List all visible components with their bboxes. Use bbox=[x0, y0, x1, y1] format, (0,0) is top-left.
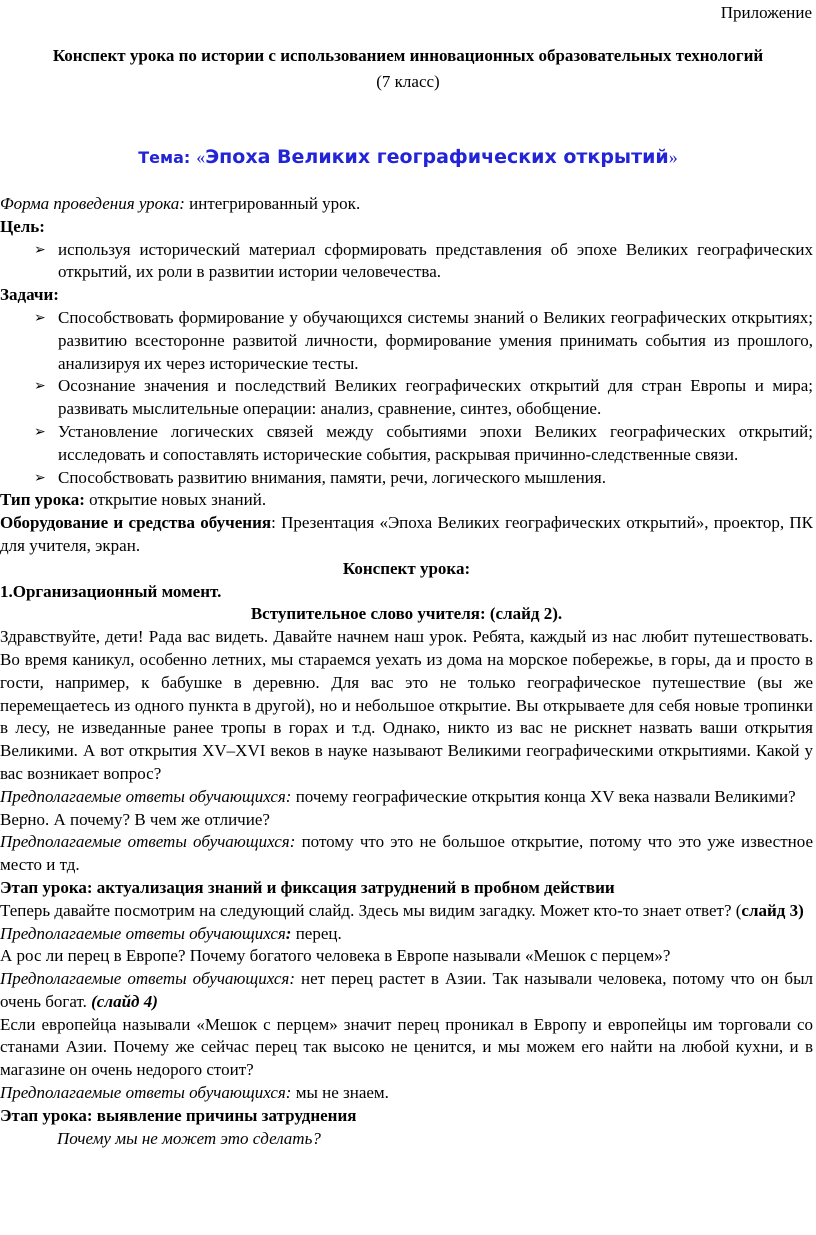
slide-ref-close: ) bbox=[798, 900, 804, 920]
task-item-text: Способствовать развитию внимания, памяти, речи, логического мышления. bbox=[58, 467, 606, 487]
task-item-text: Осознание значения и последствий Великих географических открытий для стран Европы и мира; развивать мыслительные операции: анализ, сравнение, синтез, обобщение. bbox=[58, 376, 813, 419]
answer-paragraph-1 bbox=[0, 786, 813, 809]
theme-label: Тема: bbox=[138, 148, 191, 167]
form-line bbox=[0, 193, 813, 216]
answer-text: почему географические открытия конца XV века назвали Великими? bbox=[291, 786, 796, 806]
equipment-line bbox=[0, 512, 813, 558]
task-item-text: Способствовать формирование у обучающихся системы знаний о Великих географических открытиях; развитию всесторонне развитой личности, формирование умения принимать события из прошлого, анализируя их через исторические тесты. bbox=[58, 307, 813, 373]
teacher-paragraph-2 bbox=[0, 900, 813, 923]
answer-paragraph-4 bbox=[0, 968, 813, 1014]
slide-ref: (слайд 4) bbox=[91, 991, 158, 1011]
appendix-label: Приложение bbox=[720, 3, 812, 22]
answer-paragraph-2 bbox=[0, 831, 813, 877]
stage-heading-2: Этап урока: выявление причины затруднения bbox=[0, 1105, 357, 1125]
answer-label: Предполагаемые ответы обучающихся: bbox=[0, 786, 292, 806]
teacher-line-1: Верно. А почему? В чем же отличие? bbox=[0, 809, 270, 829]
form-label: Форма проведения урока: bbox=[0, 194, 185, 213]
lesson-theme bbox=[0, 146, 816, 170]
list-item bbox=[0, 307, 813, 375]
list-item bbox=[0, 467, 813, 490]
teacher-paragraph-4: Если европейца называли «Мешок с перцем» значит перец проникал в Европу и европейцы им торговали со станами Азии. Почему же сейчас перец так высоко не ценится, и мы можем его найти на любой кухни, и в магазине он очень недорого стоит? bbox=[0, 1014, 813, 1080]
goal-item-text: используя исторический материал сформировать представления об эпохе Великих географических открытий, их роли в развитии истории человечества. bbox=[58, 239, 813, 282]
arrow-bullet-icon: ➢ bbox=[34, 423, 46, 440]
stage-heading-1: Этап урока: актуализация знаний и фиксация затруднений в пробном действии bbox=[0, 877, 615, 897]
theme-open-quote: « bbox=[196, 147, 206, 167]
goal-label: Цель: bbox=[0, 216, 45, 236]
answer-text: перец. bbox=[291, 923, 342, 943]
arrow-bullet-icon: ➢ bbox=[34, 309, 46, 326]
answer-label: Предполагаемые ответы обучающихся: bbox=[0, 969, 295, 989]
answer-colon: : bbox=[285, 923, 292, 943]
list-item bbox=[0, 421, 813, 467]
answer-text: мы не знаем. bbox=[291, 1083, 389, 1103]
equipment-label: Оборудование и средства обучения bbox=[0, 513, 272, 533]
tasks-label: Задачи: bbox=[0, 285, 59, 305]
list-item bbox=[0, 375, 813, 421]
slide-ref: слайд 3 bbox=[741, 900, 799, 920]
arrow-bullet-icon: ➢ bbox=[34, 241, 46, 258]
intro-paragraph: Здравствуйте, дети! Рада вас видеть. Давайте начнем наш урок. Ребята, каждый из нас любит путешествовать. Во время каникул, особенно летних, мы стараемся уехать из дома на морское побережье, в горы, да и просто в гости, например, к бабушке в деревню. Для вас это не только географическое путешествие (вы же перемещаетесь из одного пункта в другой), но и небольшое открытие. Вы открываете для себя новые тропинки в лесу, не изведанные ранее тропы в горах и т.д. Однако, никто из вас не рискнет назвать ваши открытия Великими. А вот открытия XV–XVI веков в науке называют Великими географическими открытиями. Какой у вас возникает вопрос? bbox=[0, 627, 813, 783]
answer-label: Предполагаемые ответы обучающихся: bbox=[0, 1083, 292, 1103]
answer-text: потому что это не большое открытие, потому что это уже известное место и тд. bbox=[0, 832, 813, 875]
arrow-bullet-icon: ➢ bbox=[34, 378, 46, 395]
teacher-line-3: А рос ли перец в Европе? Почему богатого человека в Европе называли «Мешок с перцем»? bbox=[0, 946, 671, 966]
outline-title: Конспект урока: bbox=[342, 558, 471, 578]
answer-label: Предполагаемые ответы обучающихся: bbox=[0, 832, 296, 852]
goal-list bbox=[0, 239, 813, 285]
form-value: интегрированный урок. bbox=[184, 194, 361, 213]
theme-text: Эпоха Великих географических открытий bbox=[205, 146, 669, 168]
lesson-type-value: открытие новых знаний. bbox=[84, 490, 267, 510]
answer-paragraph-5 bbox=[0, 1082, 813, 1105]
section-org-moment: 1.Организационный момент. bbox=[0, 581, 222, 601]
equipment-value: : Презентация «Эпоха Великих географических открытий», проектор, ПК для учителя, экран. bbox=[0, 513, 813, 555]
document-body bbox=[0, 193, 813, 1150]
lesson-type-label: Тип урока: bbox=[0, 490, 85, 510]
theme-close-quote: » bbox=[668, 147, 678, 167]
document-title: Конспект урока по истории с использованием инновационных образовательных технологий bbox=[52, 46, 764, 65]
task-item-text: Установление логических связей между событиями эпохи Великих географических открытий; исследовать и сопоставлять исторические события, раскрывая причинно-следственные связи. bbox=[58, 421, 813, 464]
intro-heading: Вступительное слово учителя: (слайд 2). bbox=[250, 604, 563, 624]
tasks-list bbox=[0, 307, 813, 489]
grade-label: (7 класс) bbox=[376, 72, 440, 91]
arrow-bullet-icon: ➢ bbox=[34, 469, 46, 486]
teacher-text: Теперь давайте посмотрим на следующий слайд. Здесь мы видим загадку. Может кто-то знает ответ? ( bbox=[0, 900, 742, 920]
lesson-type-line bbox=[0, 489, 813, 512]
answer-text: нет перец растет в Азии. Так называли человека, потому что он был очень богат. bbox=[0, 969, 813, 1011]
question-line: Почему мы не может это сделать? bbox=[57, 1128, 321, 1148]
answer-paragraph-3 bbox=[0, 923, 813, 946]
answer-label: Предполагаемые ответы обучающихся bbox=[0, 923, 286, 943]
list-item bbox=[0, 239, 813, 285]
